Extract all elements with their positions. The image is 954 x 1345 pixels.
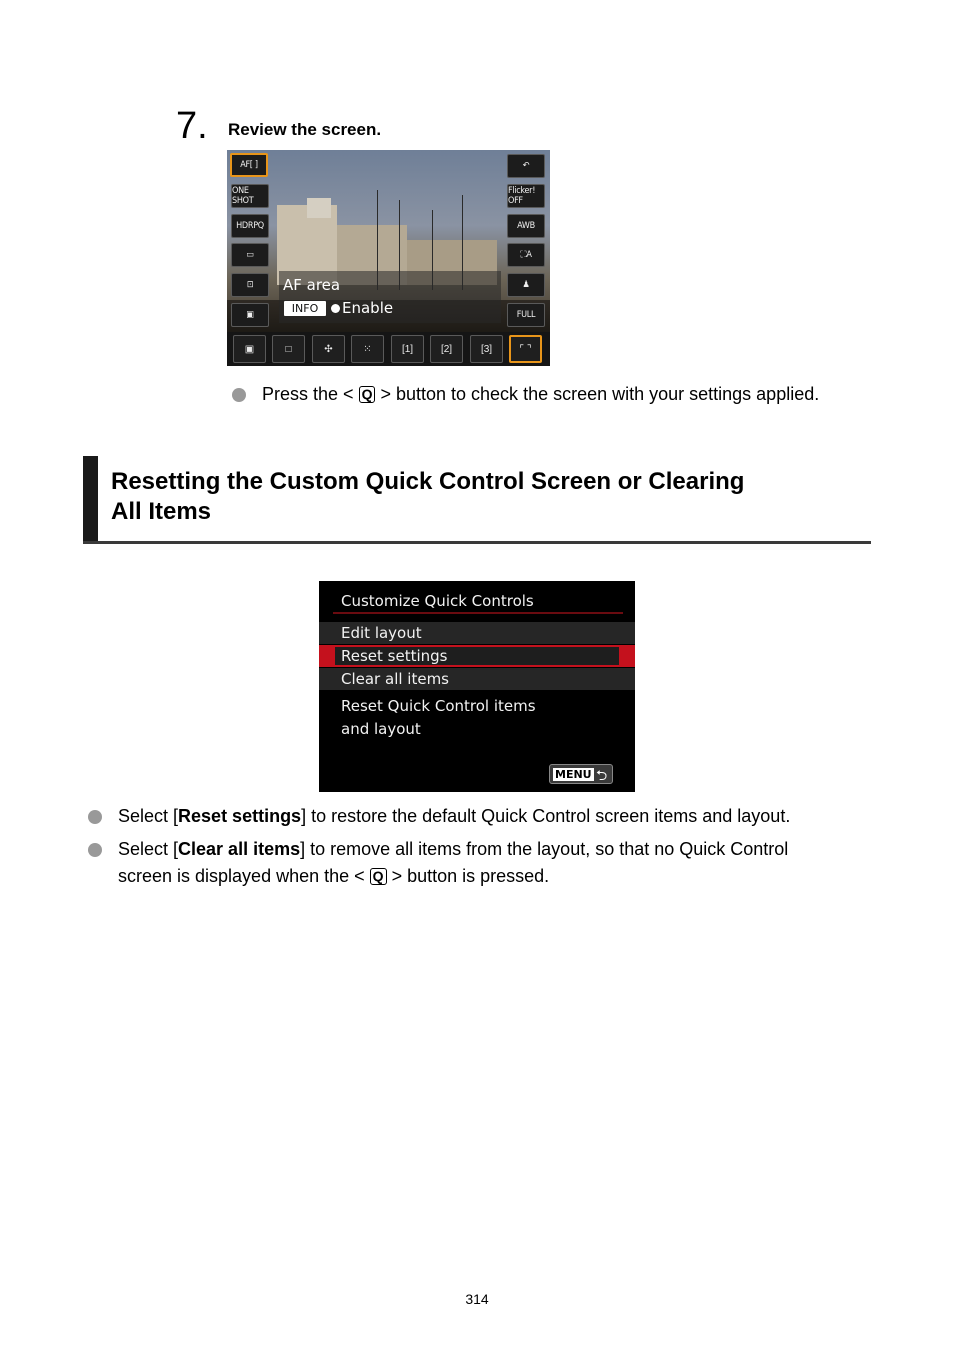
expand-around-af-icon: ⁙ (363, 343, 372, 355)
customize-quick-controls-menu (319, 581, 635, 792)
menu-item-edit-layout[interactable]: Edit layout (319, 622, 635, 644)
af-area-expand-around-button[interactable] (351, 335, 384, 363)
white-balance-button[interactable]: AWB (507, 214, 545, 238)
bullet-icon (232, 388, 246, 402)
menu-key-label: MENU (555, 768, 592, 781)
camera-quick-control-screenshot (227, 150, 550, 366)
point-af-icon: □ (285, 343, 292, 355)
drive-button[interactable] (507, 273, 545, 297)
heading-bar (83, 456, 98, 543)
bullet-item: Select [Clear all items] to remove all items from the layout, so that no Quick Control screen is displayed when the < Q > button is pressed. (86, 836, 886, 890)
one-shot-button[interactable]: ONE SHOT (231, 184, 269, 208)
bullet-icon (88, 843, 102, 857)
single-shot-icon: ▭ (246, 250, 254, 260)
picture-style-icon: ⛶ (520, 250, 527, 260)
expand-af-icon: ✣ (324, 343, 333, 355)
flicker-button[interactable]: Flicker! OFF (507, 184, 545, 208)
af-operation-button[interactable]: AF[ ] (230, 153, 268, 177)
return-button[interactable] (507, 154, 545, 178)
af-area-expand-button[interactable] (312, 335, 345, 363)
person-icon: ♟ (522, 280, 530, 290)
return-icon: ⮌ (596, 768, 608, 784)
step-title: Review the screen. (228, 120, 382, 139)
menu-item-clear-all-items[interactable]: Clear all items (319, 668, 635, 690)
menu-return-button[interactable] (549, 764, 613, 784)
bullet-item: Select [Reset settings] to restore the default Quick Control screen items and layout. (86, 803, 790, 830)
af-area-flex3-button[interactable]: [3] (470, 335, 503, 363)
q-button-icon: Q (359, 386, 376, 403)
af-area-label: AF area (283, 276, 341, 294)
af-area-whole-button[interactable] (509, 335, 542, 363)
af-area-flex1-button[interactable]: [1] (391, 335, 424, 363)
menu-title: Customize Quick Controls (341, 592, 534, 610)
toggle-icon (331, 304, 340, 313)
image-quality-button[interactable]: FULL (507, 303, 545, 327)
info-key: INFO (284, 301, 326, 316)
menu-description: Reset Quick Control items and layout (341, 697, 536, 738)
step-number: 7. (176, 105, 208, 147)
drive-mode-button[interactable] (231, 243, 269, 267)
menu-item-reset-settings[interactable]: Reset settings (319, 645, 635, 667)
bullet-icon (88, 810, 102, 824)
metering-icon: ⊡ (246, 280, 254, 290)
spot-af-icon: ▣ (244, 343, 255, 355)
hdr-pq-button[interactable]: HDRPQ (231, 214, 269, 238)
page-number: 314 (465, 1291, 489, 1307)
q-button-icon: Q (370, 868, 387, 885)
af-area-spot-button[interactable] (233, 335, 266, 363)
hdr-icon: ▣ (246, 310, 254, 320)
return-icon: ↶ (522, 161, 530, 171)
af-area-point-button[interactable] (272, 335, 305, 363)
whole-area-af-icon: ⌜ ⌝ (519, 343, 532, 355)
section-heading: Resetting the Custom Quick Control Screen or Clearing All Items (111, 468, 745, 525)
metering-button[interactable] (231, 273, 269, 297)
hdr-mode-button[interactable] (231, 303, 269, 327)
enable-label: Enable (331, 299, 393, 317)
heading-underline (83, 541, 871, 544)
menu-title-divider (333, 612, 623, 614)
af-area-flex2-button[interactable]: [2] (430, 335, 463, 363)
bullet-item: Press the < Q > button to check the screen with your settings applied. (230, 381, 819, 408)
picture-style-button[interactable]: ⛶ A (507, 243, 545, 267)
